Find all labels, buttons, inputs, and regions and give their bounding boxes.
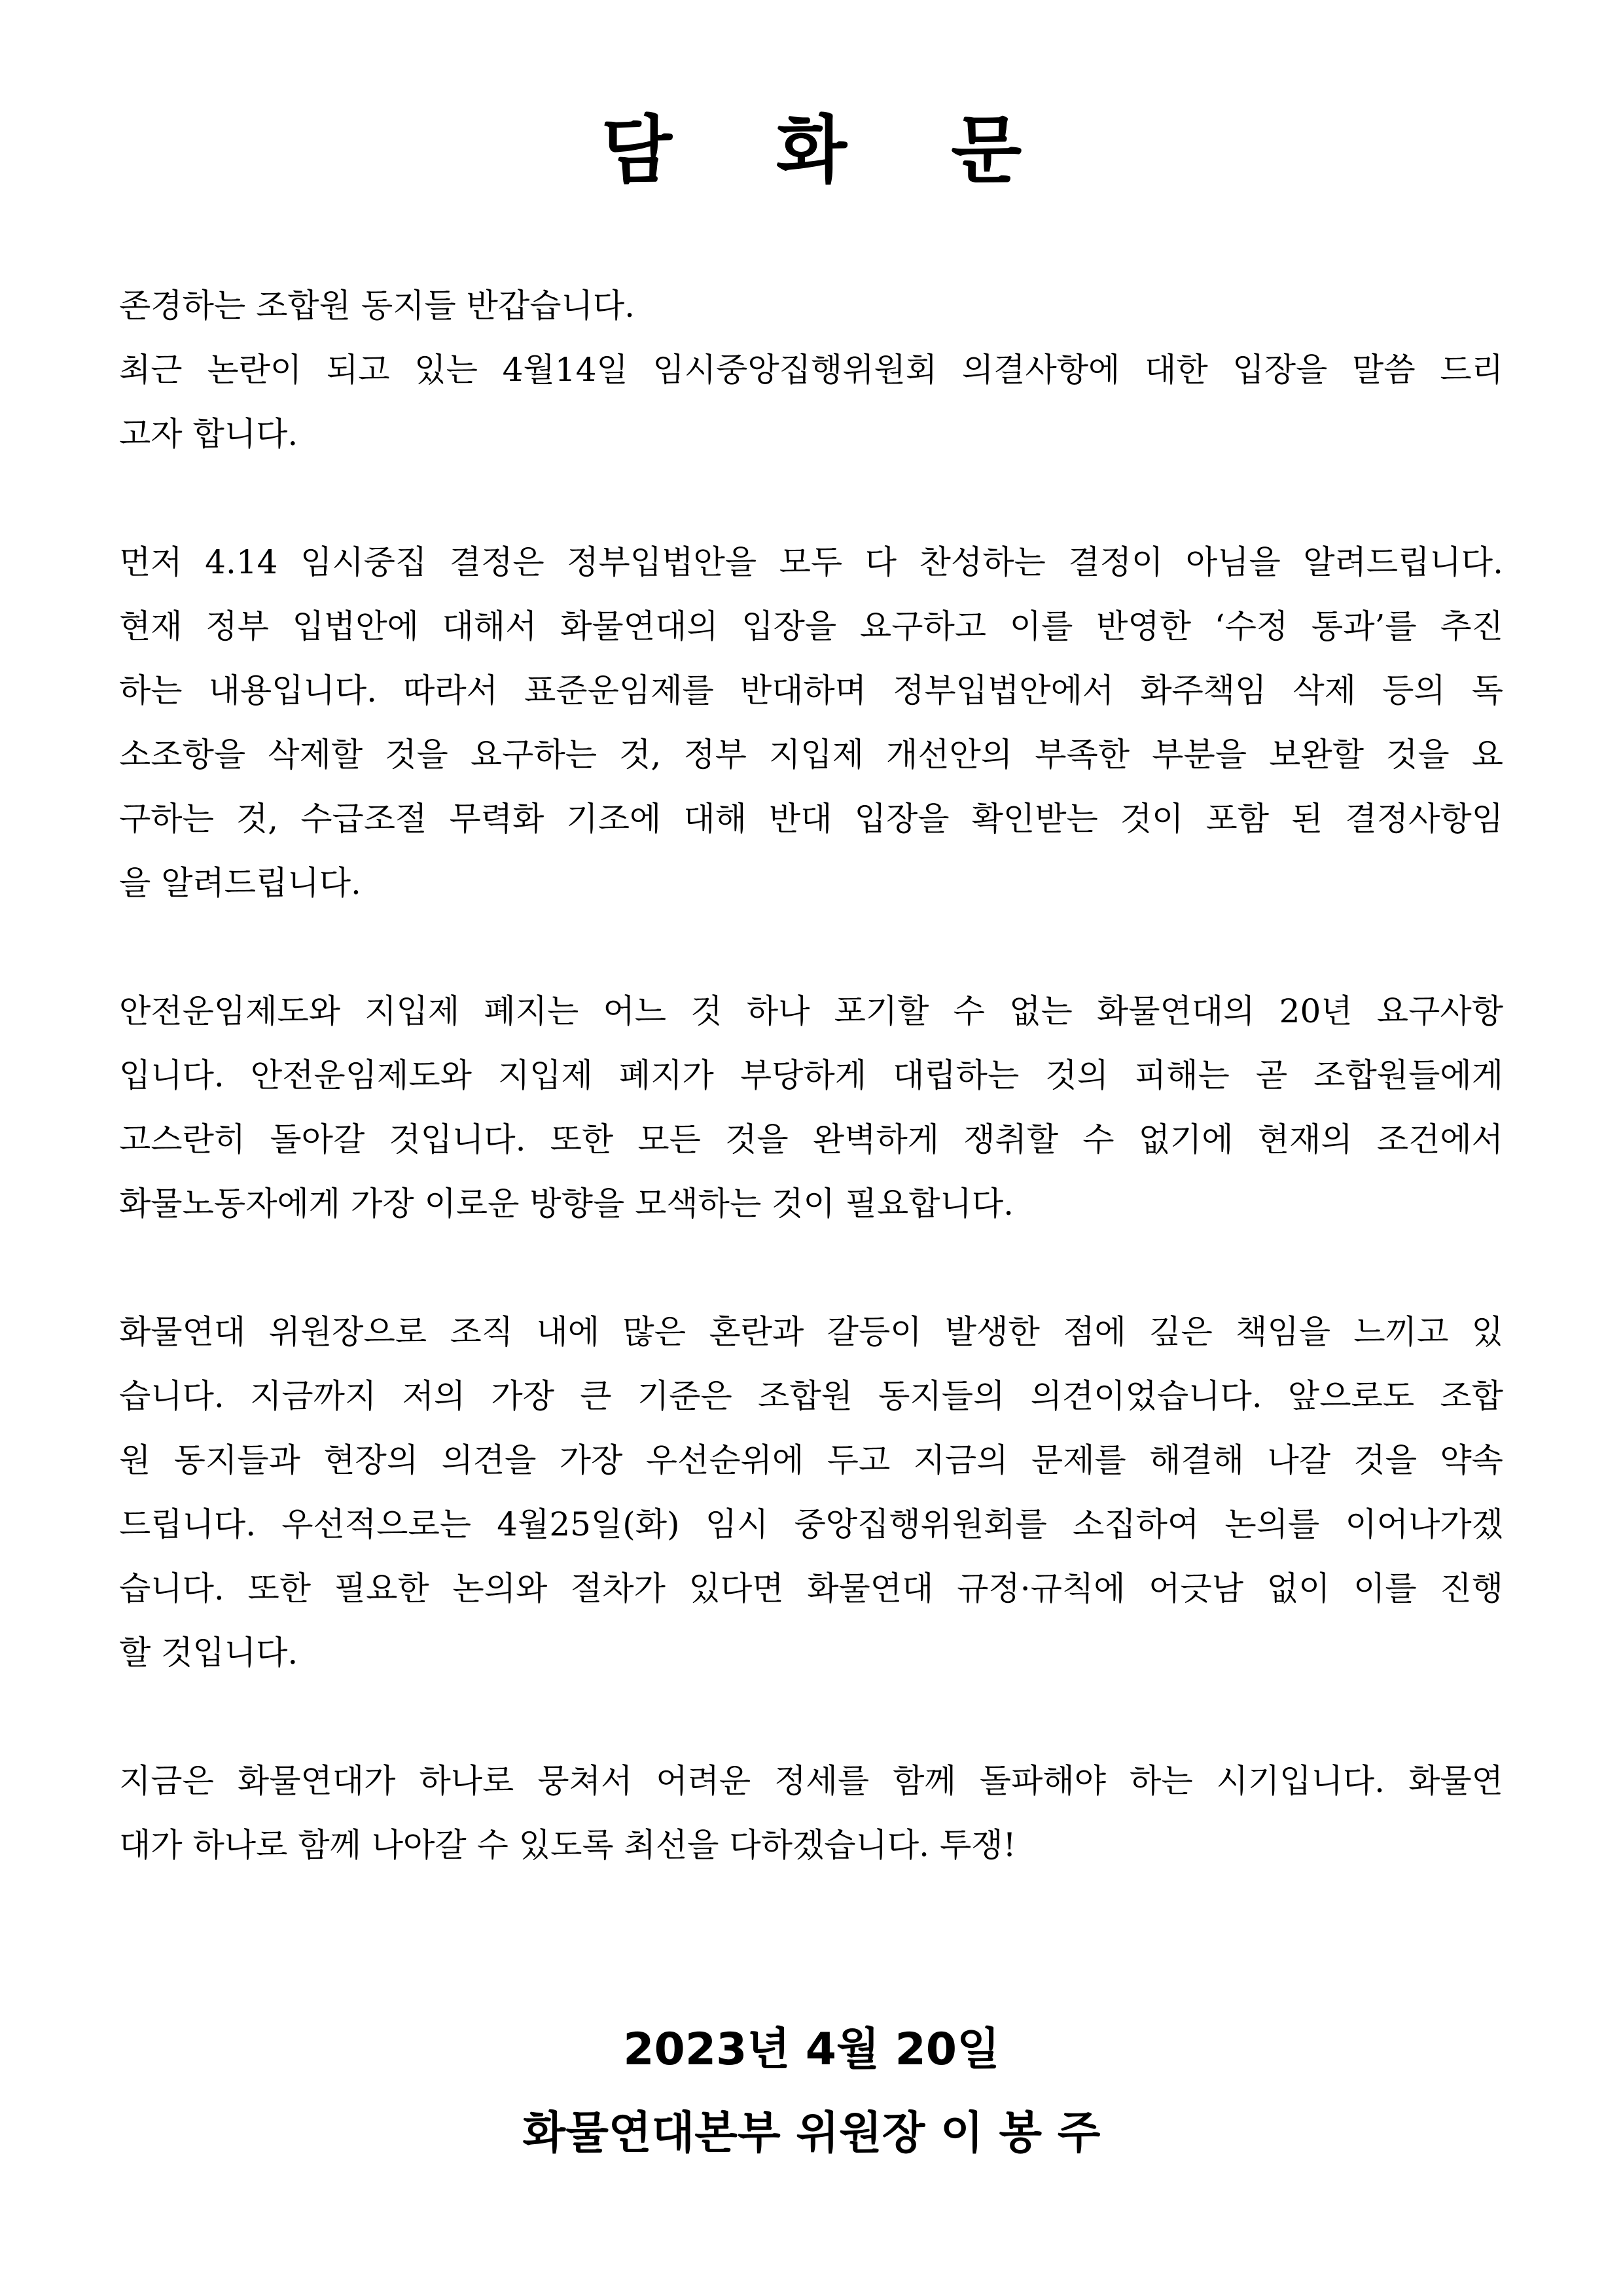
document-title: 담 화 문 <box>601 108 1061 193</box>
paragraph-responsibility <box>119 1300 1503 1685</box>
paragraph-line: 현재 정부 입법안에 대해서 화물연대의 입장을 요구하고 이를 반영한 ‘수정 통과’를 추진 <box>119 607 1503 645</box>
paragraph-line: 할 것입니다. <box>119 1634 298 1672</box>
paragraph-line: 화물노동자에게 가장 이로운 방향을 모색하는 것이 필요합니다. <box>119 1185 1014 1223</box>
paragraph-line: 습니다. 지금까지 저의 가장 큰 기준은 조합원 동지들의 의견이었습니다. 앞으로도 조합 <box>119 1377 1503 1415</box>
paragraph-greeting <box>119 274 1503 466</box>
paragraph-line: 원 동지들과 현장의 의견을 가장 우선순위에 두고 지금의 문제를 해결해 나갈 것을 약속 <box>119 1441 1503 1479</box>
paragraph-decision <box>119 530 1503 915</box>
paragraph-line: 안전운임제도와 지입제 폐지는 어느 것 하나 포기할 수 없는 화물연대의 20년 요구사항 <box>119 992 1503 1030</box>
paragraph-line: 먼저 4.14 임시중집 결정은 정부입법안을 모두 다 찬성하는 결정이 아님을 알려드립니다. <box>119 543 1503 581</box>
paragraph-line: 고자 합니다. <box>119 415 298 453</box>
paragraph-line: 존경하는 조합원 동지들 반갑습니다. <box>119 287 635 325</box>
paragraph-line: 드립니다. 우선적으로는 4월25일(화) 임시 중앙집행위원회를 소집하여 논의를 이어나가겠 <box>119 1505 1503 1543</box>
paragraph-line: 고스란히 돌아갈 것입니다. 또한 모든 것을 완벽하게 쟁취할 수 없기에 현재의 조건에서 <box>119 1121 1503 1158</box>
paragraph-line: 입니다. 안전운임제도와 지입제 폐지가 부당하게 대립하는 것의 피해는 곧 조합원들에게 <box>119 1056 1503 1094</box>
paragraph-line: 최근 논란이 되고 있는 4월14일 임시중앙집행위원회 의결사항에 대한 입장을 말씀 드리 <box>119 351 1503 389</box>
document-body <box>119 274 1503 1941</box>
paragraph-line: 화물연대 위원장으로 조직 내에 많은 혼란과 갈등이 발생한 점에 깊은 책임을 느끼고 있 <box>119 1313 1503 1351</box>
signature-name: 화물연대본부 위원장 이 봉 주 <box>522 2108 1101 2159</box>
paragraph-line: 소조항을 삭제할 것을 요구하는 것, 정부 지입제 개선안의 부족한 부분을 보완할 것을 요 <box>119 736 1503 774</box>
paragraph-line: 하는 내용입니다. 따라서 표준운임제를 반대하며 정부입법안에서 화주책임 삭제 등의 독 <box>119 672 1503 709</box>
paragraph-line: 을 알려드립니다. <box>119 864 361 902</box>
paragraph-closing <box>119 1749 1503 1877</box>
paragraph-line: 습니다. 또한 필요한 논의와 절차가 있다면 화물연대 규정·규칙에 어긋남 없이 이를 진행 <box>119 1570 1503 1607</box>
paragraph-demands <box>119 979 1503 1236</box>
paragraph-line: 지금은 화물연대가 하나로 뭉쳐서 어려운 정세를 함께 돌파해야 하는 시기입니다. 화물연 <box>119 1762 1503 1800</box>
paragraph-line: 대가 하나로 함께 나아갈 수 있도록 최선을 다하겠습니다. 투쟁! <box>119 1826 1016 1864</box>
signature-date: 2023년 4월 20일 <box>623 2024 1000 2075</box>
paragraph-line: 구하는 것, 수급조절 무력화 기조에 대해 반대 입장을 확인받는 것이 포함 된 결정사항임 <box>119 800 1503 838</box>
